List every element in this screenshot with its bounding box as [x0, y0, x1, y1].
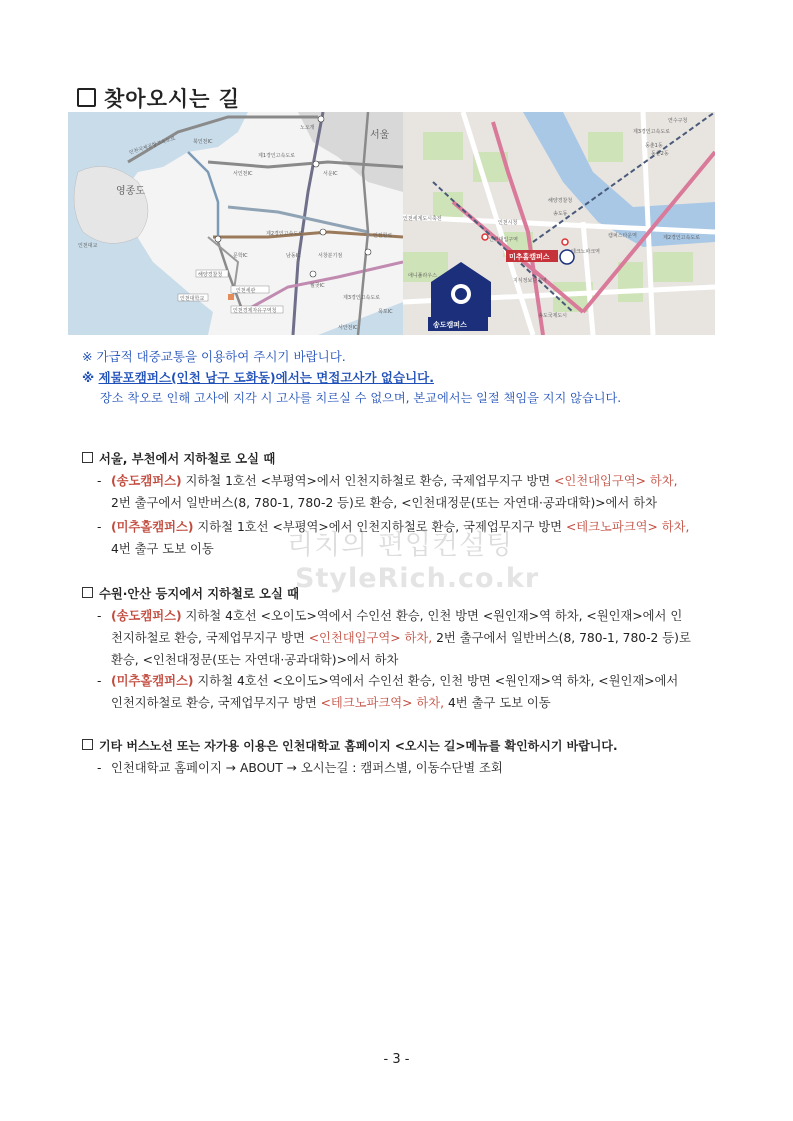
- route-text: 인천대학교 홈페이지 → ABOUT → 오시는길 : 캠퍼스별, 이동수단별 조회: [111, 761, 503, 775]
- campus-label: (미추홀캠퍼스): [111, 520, 194, 534]
- page-title: [77, 83, 240, 113]
- route-text-cont: [97, 692, 709, 714]
- map-label: 문학IC: [233, 253, 248, 259]
- bullet-dash: -: [97, 474, 102, 488]
- map-label: 캠퍼스타운역: [608, 233, 637, 239]
- map-label-seoul: 서울: [370, 130, 390, 141]
- notice-block: [82, 346, 621, 409]
- station-highlight: <인천대입구역> 하차,: [308, 631, 433, 645]
- section-heading-text: 기타 버스노선 또는 자가용 이용은 인천대학교 홈페이지 <오시는 길>메뉴를 확인하시기 바랍니다.: [99, 739, 618, 753]
- campus-label: (송도캠퍼스): [111, 474, 182, 488]
- bullet-dash: -: [97, 520, 102, 534]
- route-text-cont: [97, 627, 709, 649]
- map-label: 제3경인고속도로: [343, 295, 380, 301]
- map-label: 북인천IC: [193, 139, 213, 145]
- route-text: 인천지하철로 환승, 국제업무지구 방면: [111, 696, 321, 710]
- checkbox-square-icon: [77, 88, 96, 107]
- map-label: 해양경찰청: [548, 198, 573, 204]
- map-label: 애니풀라우스: [408, 273, 437, 279]
- notice-jemulpo: [82, 367, 621, 388]
- campus-label: (미추홀캠퍼스): [111, 674, 194, 688]
- station-highlight: <테크노파크역> 하차,: [565, 520, 690, 534]
- campus-map: [403, 112, 715, 335]
- watermark-text: 리치의 편입컨설팅: [287, 530, 514, 561]
- page-title-text: 찾아오시는 길: [104, 87, 241, 111]
- notice-mark: ※: [82, 370, 99, 385]
- route-text: 지하철 4호선 <오이도>역에서 수인선 환승, 인천 방면 <원인재>역 하차, <원인재>에서 인: [181, 609, 683, 623]
- map-label-songdo-campus: 송도캠퍼스: [433, 321, 467, 329]
- map-label: 인천국제공항고속도로: [128, 135, 177, 157]
- map-label: 동춘2동: [651, 151, 669, 157]
- route-text-cont: 환승, <인천대정문(또는 자연대·공과대학)>에서 하차: [111, 653, 399, 667]
- map-label: 해양경찰청: [198, 272, 223, 278]
- route-text: 4번 출구 도보 이동: [444, 696, 551, 710]
- map-label: 테크노파크역: [571, 249, 600, 255]
- route-text: 천지하철로 환승, 국제업무지구 방면: [111, 631, 309, 645]
- watermark-url: StyleRich.co.kr: [295, 563, 540, 594]
- route-text: 2번 출구에서 일반버스(8, 780-1, 780-2 등)로: [432, 631, 691, 645]
- checkbox-square-icon: [82, 739, 93, 750]
- station-highlight: <인천대입구역> 하차,: [554, 474, 678, 488]
- notice-disclaimer: 장소 착오로 인해 고사에 지각 시 고사를 치르실 수 없으며, 본교에서는 일절 책임을 지지 않습니다.: [100, 391, 622, 405]
- map-label: 목포IC: [378, 309, 393, 315]
- section-other-heading: [82, 737, 618, 754]
- map-label: 인천대입구역: [489, 237, 518, 243]
- map-label: 동춘1동: [645, 143, 663, 149]
- campus-map-graphic: [403, 112, 715, 335]
- section-heading-text: 수원·안산 등지에서 지하철로 오실 때: [99, 587, 299, 601]
- map-label: 제3경인고속도로: [633, 129, 670, 135]
- route-michuhol-from-suwon: [97, 670, 709, 714]
- route-text: 지하철 4호선 <오이도>역에서 수인선 환승, 인천 방면 <원인재>역 하차, <원인재>에서: [193, 674, 679, 688]
- map-label: 인천항로: [373, 233, 393, 239]
- route-text-cont: 2번 출구에서 일반버스(8, 780-1, 780-2 등)로 환승, <인천대정문(또는 자연대·공과대학)>에서 하차: [111, 496, 657, 510]
- route-text: 지하철 1호선 <부평역>에서 인천지하철로 환승, 국제업무지구 방면: [181, 474, 555, 488]
- map-label: 인천세계도시축전: [403, 216, 442, 222]
- notice-public-transport: ※ 가급적 대중교통을 이용하여 주시기 바랍니다.: [82, 349, 346, 364]
- map-label: 서인천IC: [233, 171, 253, 177]
- bullet-dash: -: [97, 674, 102, 688]
- map-label: 노오개: [300, 125, 315, 131]
- map-label: 제1경인고속도로: [258, 153, 295, 159]
- checkbox-square-icon: [82, 452, 93, 463]
- map-label: 인천세관: [236, 288, 256, 294]
- map-label: 지식정보단지역: [513, 278, 547, 284]
- section-suwon-ansan-heading: [82, 584, 299, 602]
- station-highlight: <테크노파크역> 하차,: [320, 696, 445, 710]
- map-label: 남동IC: [286, 253, 301, 259]
- route-michuhol-from-seoul: [97, 516, 709, 560]
- checkbox-square-icon: [82, 587, 93, 598]
- map-label: 인천대교: [78, 243, 98, 249]
- map-label: 송도동: [553, 211, 568, 217]
- map-label-yeongjongdo: 영종도: [116, 186, 145, 197]
- map-label: 서운IC: [323, 171, 338, 177]
- page-number: - 3 -: [383, 1052, 410, 1067]
- map-label: 인천대학교: [180, 296, 205, 302]
- notice-jemulpo-text: 제물포캠퍼스(인천 남구 도화동)에서는 면접고사가 없습니다.: [98, 370, 434, 385]
- route-songdo-from-seoul: [97, 470, 709, 514]
- regional-map-graphic: [68, 112, 403, 335]
- route-text: 지하철 1호선 <부평역>에서 인천지하철로 환승, 국제업무지구 방면: [193, 520, 566, 534]
- map-label: 월곶IC: [310, 283, 325, 289]
- route-homepage: [97, 757, 709, 779]
- campus-label: (송도캠퍼스): [111, 609, 182, 623]
- route-songdo-from-suwon: [97, 605, 709, 671]
- map-label: 인천시청: [498, 220, 518, 226]
- section-heading-text: 서울, 부천에서 지하철로 오실 때: [99, 452, 276, 466]
- map-label: 서창분기점: [318, 253, 343, 259]
- regional-map: [68, 112, 403, 335]
- map-label: 송도국제도시: [538, 313, 567, 319]
- map-label: 인천경제자유구역청: [233, 308, 277, 314]
- map-label: 서안천IC: [338, 325, 358, 331]
- section-seoul-bucheon-heading: [82, 449, 275, 467]
- bullet-dash: -: [97, 761, 102, 775]
- route-text-cont: 4번 출구 도보 이동: [111, 542, 214, 556]
- map-label: 연수구청: [668, 118, 688, 124]
- map-label: 제2경인고속도로: [266, 231, 303, 237]
- bullet-dash: -: [97, 609, 102, 623]
- map-label: 제2경인고속도로: [663, 235, 700, 241]
- map-label-michuhol-campus: 미추홀캠퍼스: [509, 253, 550, 261]
